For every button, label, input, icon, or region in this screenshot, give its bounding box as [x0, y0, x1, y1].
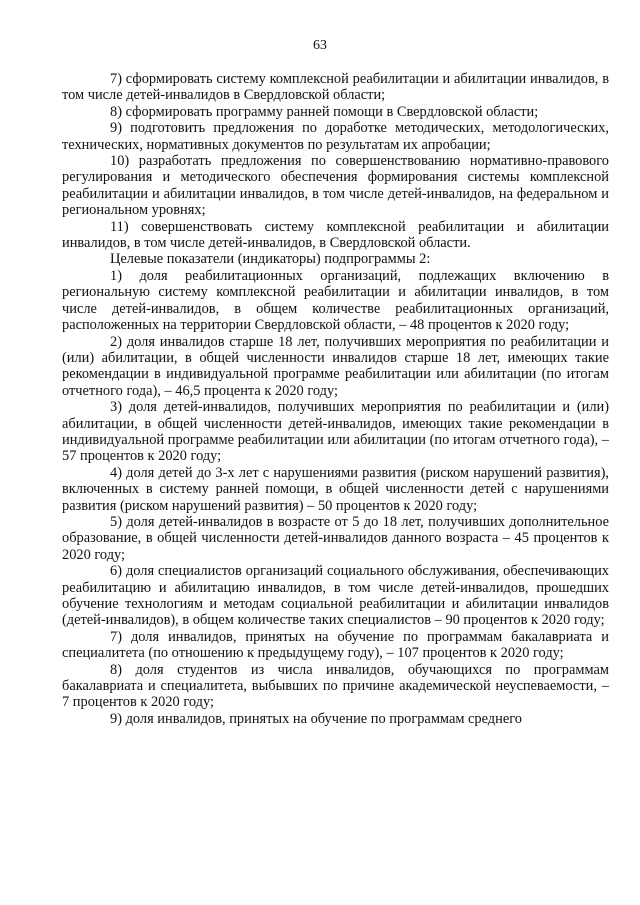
paragraph-goal-7: 7) сформировать систему комплексной реабилитации и абилитации инвалидов, в том числе детей-инвалидов в Свердловской области;	[62, 71, 609, 104]
paragraph-indicator-6: 6) доля специалистов организаций социального обслуживания, обеспечивающих реабилитацию и абилитацию инвалидов, в том числе детей-инвалидов, прошедших обучение технологиям и методам социальной реабилитации и абилитации инвалидов (детей-инвалидов), в общем количестве таких специалистов – 90 процентов к 2020 году;	[62, 563, 609, 629]
paragraph-indicator-8: 8) доля студентов из числа инвалидов, обучающихся по программам бакалавриата и специалитета, выбывших по причине академической неуспеваемости, – 7 процентов к 2020 году;	[62, 661, 609, 711]
paragraph-indicators-heading: Целевые показатели (индикаторы) подпрограммы 2:	[110, 251, 431, 268]
paragraph-indicator-5: 5) доля детей-инвалидов в возрасте от 5 до 18 лет, получивших дополнительное образование, в общей численности детей-инвалидов данного возраста – 45 процентов к 2020 году;	[62, 513, 609, 563]
paragraph-goal-11: 11) совершенствовать систему комплексной реабилитации и абилитации инвалидов, в том числе детей-инвалидов, в Свердловской области.	[62, 218, 609, 252]
paragraph-indicator-2: 2) доля инвалидов старше 18 лет, получивших мероприятия по реабилитации и (или) абилитации, в общей численности инвалидов старше 18 лет, имеющих такие рекомендации в индивидуальной программе реабилитации или абилитации (по итогам отчетного года), – 46,5 процента к 2020 году;	[62, 333, 609, 399]
paragraph-indicator-1: 1) доля реабилитационных организаций, подлежащих включению в региональную систему комплексной реабилитации и абилитации инвалидов, в том числе детей-инвалидов, в общем количестве реабилитационных организаций, расположенных на территории Свердловской области, – 48 процентов к 2020 году;	[62, 267, 609, 334]
paragraph-indicator-9: 9) доля инвалидов, принятых на обучение по программам среднего	[110, 710, 522, 727]
paragraph-indicator-7: 7) доля инвалидов, принятых на обучение по программам бакалавриата и специалитета (по отношению к предыдущему году), – 107 процентов к 2020 году;	[62, 628, 609, 662]
page-number: 63	[313, 38, 327, 53]
paragraph-indicator-4: 4) доля детей до 3-х лет с нарушениями развития (риском нарушений развития), включенных в систему ранней помощи, в общей численности детей с нарушениями развития (риском нарушений развития) – 50 процентов к 2020 году;	[62, 464, 609, 514]
paragraph-indicator-3: 3) доля детей-инвалидов, получивших мероприятия по реабилитации и (или) абилитации, в общей численности детей-инвалидов, имеющих такие рекомендации в индивидуальной программе реабилитации или абилитации (по итогам отчетного года), – 57 процентов к 2020 году;	[62, 399, 609, 465]
document-body	[62, 71, 609, 727]
paragraph-goal-10: 10) разработать предложения по совершенствованию нормативно-правового регулирования и методического обеспечения формирования системы комплексной реабилитации и абилитации инвалидов, в том числе детей-инвалидов, на федеральном и региональном уровнях;	[62, 153, 609, 219]
paragraph-goal-9: 9) подготовить предложения по доработке методических, методологических, технических, нормативных документов по результатам их апробации;	[62, 120, 609, 153]
paragraph-goal-8: 8) сформировать программу ранней помощи в Свердловской области;	[110, 103, 539, 120]
